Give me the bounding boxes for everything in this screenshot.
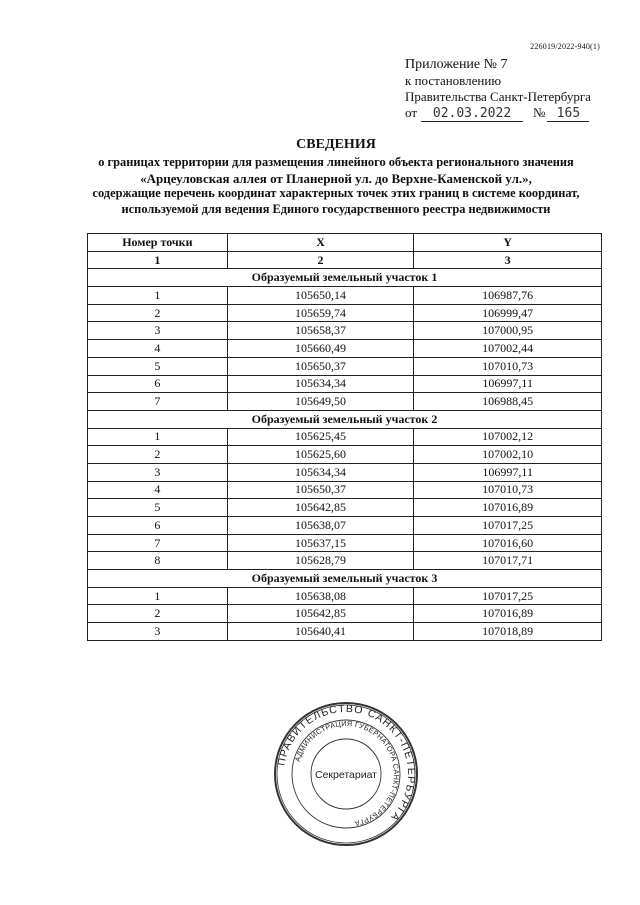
column-number: 1 [88,251,228,269]
y-coordinate-cell: 107017,71 [414,552,602,570]
y-coordinate-cell: 106988,45 [414,393,602,411]
x-coordinate-cell: 105658,37 [227,322,414,340]
table-row [88,481,602,499]
column-number: 2 [227,251,414,269]
appendix-block [405,56,605,122]
x-coordinate-cell: 105659,74 [227,304,414,322]
table-row [88,340,602,358]
x-coordinate-cell: 105625,45 [227,428,414,446]
y-coordinate-cell: 107010,73 [414,481,602,499]
x-coordinate-cell: 105628,79 [227,552,414,570]
point-number-cell: 2 [88,304,228,322]
x-coordinate-cell: 105638,07 [227,517,414,535]
y-coordinate-cell: 106987,76 [414,287,602,305]
table-row [88,446,602,464]
y-coordinate-cell: 107002,44 [414,340,602,358]
x-coordinate-cell: 105638,08 [227,587,414,605]
table-row [88,623,602,641]
section-title: Образуемый земельный участок 1 [88,269,602,287]
point-number-cell: 4 [88,340,228,358]
table-row [88,587,602,605]
stamp-center-text: Секретариат [314,769,378,781]
date-value: 02.03.2022 [421,107,523,122]
coordinates-table [87,233,602,641]
section-row [88,410,602,428]
point-number-cell: 1 [88,428,228,446]
date-prefix: от [405,105,418,120]
point-number-cell: 4 [88,481,228,499]
point-number-cell: 3 [88,463,228,481]
x-coordinate-cell: 105650,14 [227,287,414,305]
stamp-outer-text: ПРАВИТЕЛЬСТВО САНКТ-ПЕТЕРБУРГА [275,702,418,824]
point-number-cell: 3 [88,322,228,340]
y-coordinate-cell: 107017,25 [414,587,602,605]
appendix-title: Приложение № 7 [405,57,508,72]
x-coordinate-cell: 105634,34 [227,463,414,481]
section-row [88,570,602,588]
official-stamp [273,701,419,847]
y-coordinate-cell: 107018,89 [414,623,602,641]
x-coordinate-cell: 105642,85 [227,499,414,517]
x-coordinate-cell: 105625,60 [227,446,414,464]
y-coordinate-cell: 107000,95 [414,322,602,340]
stamp-inner-text: АДМИНИСТРАЦИЯ ГУБЕРНАТОРА САНКТ-ПЕТЕРБУРГА [292,718,402,829]
y-coordinate-cell: 107002,10 [414,446,602,464]
table-row [88,552,602,570]
point-number-cell: 6 [88,375,228,393]
table-row [88,393,602,411]
x-coordinate-cell: 105640,41 [227,623,414,641]
point-number-cell: 2 [88,605,228,623]
point-number-cell: 1 [88,287,228,305]
number-prefix: № [533,105,546,120]
x-coordinate-cell: 105634,34 [227,375,414,393]
table-header-row [88,234,602,252]
y-coordinate-cell: 107016,89 [414,499,602,517]
header-point-number: Номер точки [88,234,228,252]
appendix-date-line [405,105,605,122]
point-number-cell: 6 [88,517,228,535]
x-coordinate-cell: 105660,49 [227,340,414,358]
point-number-cell: 2 [88,446,228,464]
document-title [60,136,612,217]
title-main: СВЕДЕНИЯ [296,137,376,152]
table-row [88,428,602,446]
table-row [88,499,602,517]
y-coordinate-cell: 107016,89 [414,605,602,623]
table-row [88,357,602,375]
table-row [88,534,602,552]
appendix-resolution: к постановлению [405,73,502,88]
title-line-3: содержащие перечень координат характерных точек этих границ в системе координат, [92,186,580,200]
table-row [88,304,602,322]
title-line-1: о границах территории для размещения линейного объекта регионального значения [98,155,574,169]
y-coordinate-cell: 106997,11 [414,463,602,481]
y-coordinate-cell: 107017,25 [414,517,602,535]
table-row [88,517,602,535]
x-coordinate-cell: 105637,15 [227,534,414,552]
header-y: Y [414,234,602,252]
title-line-2: «Арцеуловская аллея от Планерной ул. до Верхне-Каменской ул.», [140,170,532,186]
x-coordinate-cell: 105642,85 [227,605,414,623]
y-coordinate-cell: 107010,73 [414,357,602,375]
title-line-4: используемой для ведения Единого государственного реестра недвижимости [121,201,551,216]
y-coordinate-cell: 106997,11 [414,375,602,393]
x-coordinate-cell: 105650,37 [227,357,414,375]
point-number-cell: 7 [88,534,228,552]
table-body [88,269,602,640]
table-row [88,463,602,481]
point-number-cell: 8 [88,552,228,570]
x-coordinate-cell: 105650,37 [227,481,414,499]
x-coordinate-cell: 105649,50 [227,393,414,411]
table-row [88,375,602,393]
table-row [88,287,602,305]
column-number: 3 [414,251,602,269]
section-title: Образуемый земельный участок 3 [88,570,602,588]
y-coordinate-cell: 107016,60 [414,534,602,552]
point-number-cell: 5 [88,499,228,517]
y-coordinate-cell: 106999,47 [414,304,602,322]
point-number-cell: 3 [88,623,228,641]
table-row [88,605,602,623]
point-number-cell: 1 [88,587,228,605]
point-number-cell: 7 [88,393,228,411]
document-id: 226019/2022-940(1) [530,42,600,51]
column-number-row [88,251,602,269]
section-row [88,269,602,287]
y-coordinate-cell: 107002,12 [414,428,602,446]
number-value: 165 [547,107,589,122]
point-number-cell: 5 [88,357,228,375]
header-x: X [227,234,414,252]
section-title: Образуемый земельный участок 2 [88,410,602,428]
appendix-government: Правительства Санкт-Петербурга [405,89,591,104]
table-row [88,322,602,340]
